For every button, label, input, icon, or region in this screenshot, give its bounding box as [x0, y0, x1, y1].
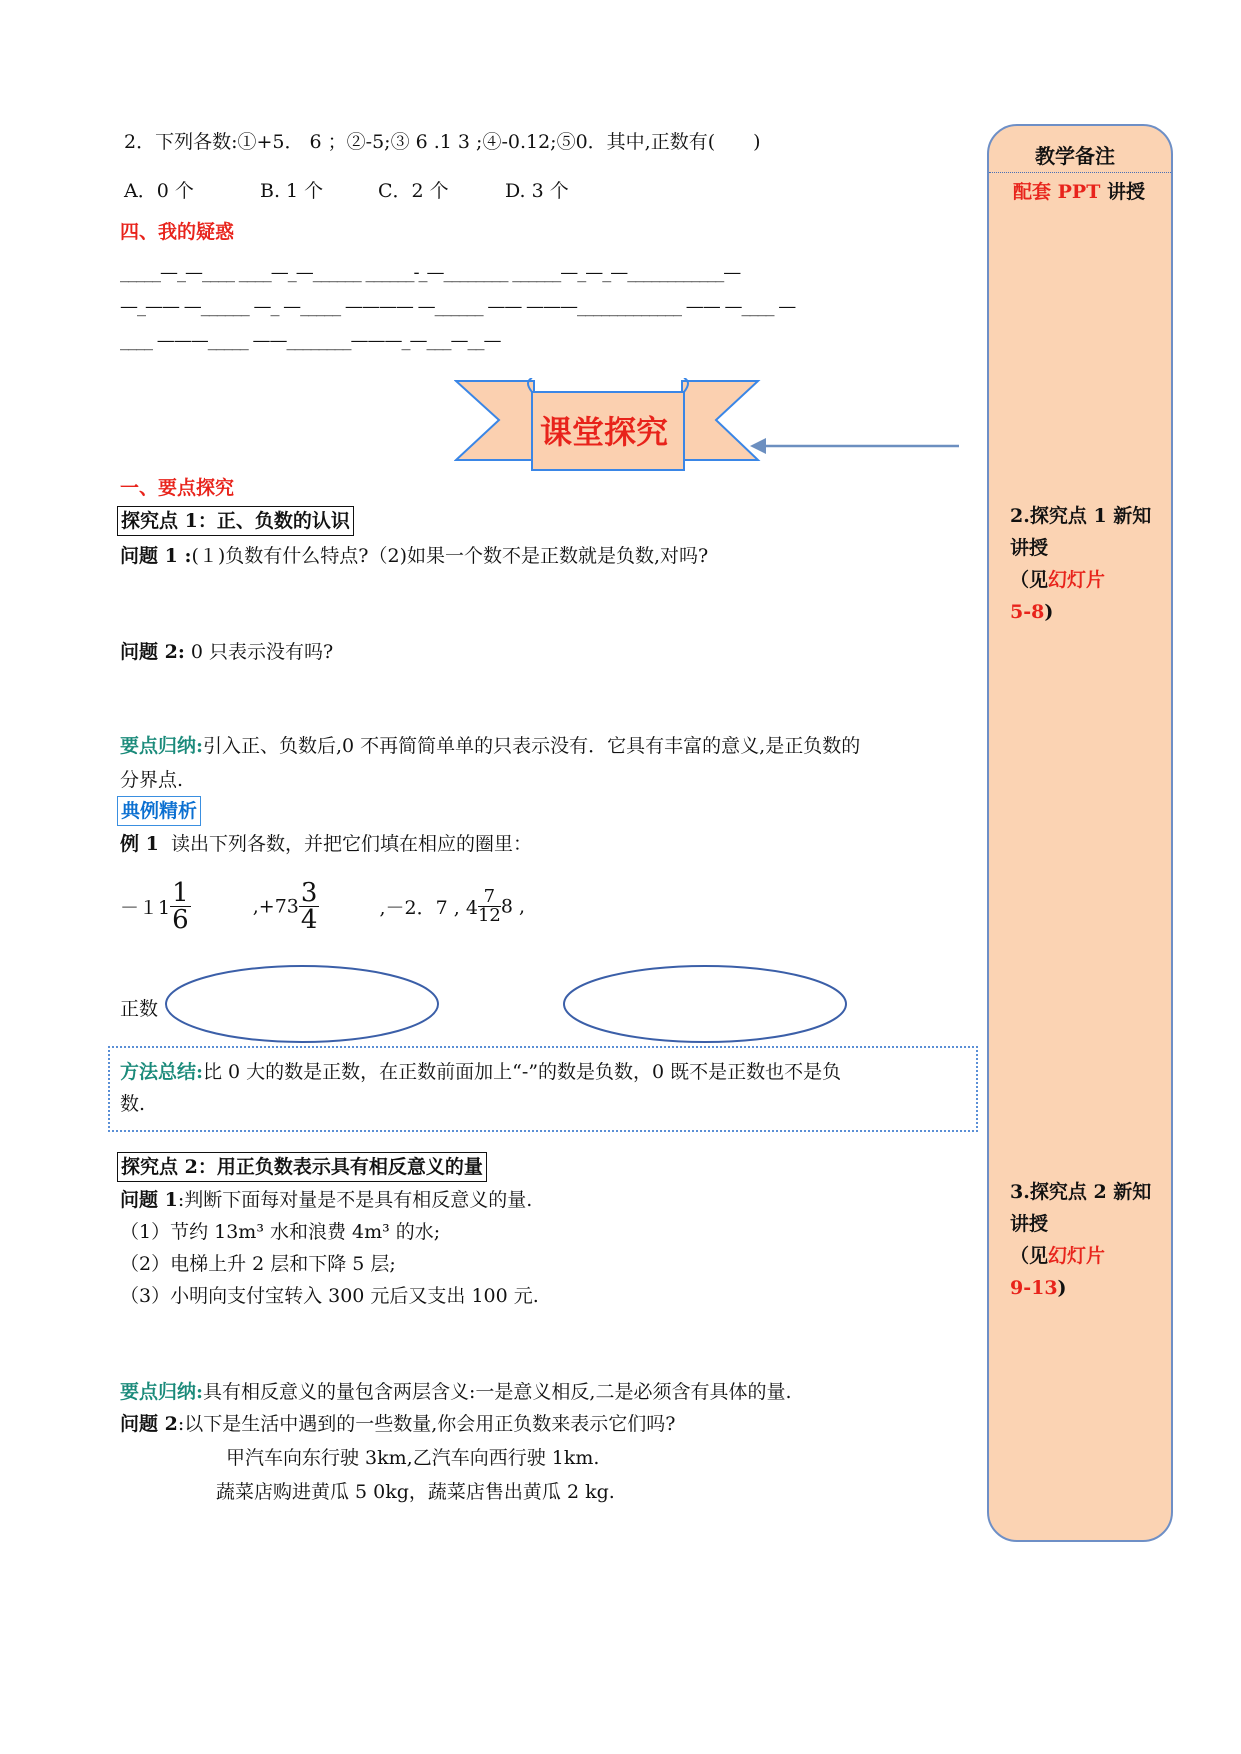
point-2-question-1: 问题 1:判断下面每对量是不是具有相反意义的量. [120, 1189, 533, 1211]
negative-circle [562, 962, 852, 1046]
point-1-question-2: 问题 2: 0 只表示没有吗? [120, 641, 334, 663]
example-tag: 典例精析 [117, 796, 201, 826]
section-1-heading: 一、要点探究 [120, 477, 235, 499]
point-1-title: 探究点 1：正、负数的认识 [117, 506, 354, 536]
teaching-notes-sidebar [987, 124, 1173, 1542]
option-c: C．2 个 [378, 180, 449, 202]
point-2-title: 探究点 2：用正负数表示具有相反意义的量 [117, 1152, 487, 1182]
point-2-item-2: （2）电梯上升 2 层和下降 5 层; [120, 1253, 396, 1275]
sidebar-ppt-note: 配套 PPT 讲授 [1013, 181, 1145, 203]
positive-circle [164, 962, 444, 1046]
method-summary: 方法总结:比 0 大的数是正数，在正数前面加上“-”的数是负数，0 既不是正数也不是负 [120, 1061, 842, 1083]
point-2-question-2: 问题 2:以下是生活中遇到的一些数量,你会用正负数来表示它们吗? [120, 1413, 676, 1435]
option-a: A．0 个 [124, 180, 194, 202]
point-1-summary-cont: 分界点. [120, 769, 184, 791]
point-2-line-1: 甲汽车向东行驶 3km,乙汽车向西行驶 1km. [226, 1447, 600, 1469]
sidebar-divider [989, 172, 1171, 173]
sidebar-note-1: 2.探究点 1 新知讲授 （见幻灯片 5-8) [1010, 505, 1152, 623]
sidebar-title: 教学备注 [1035, 144, 1115, 168]
point-2-item-3: （3）小明向支付宝转入 300 元后又支出 100 元. [120, 1285, 539, 1307]
option-d: D. 3 个 [505, 180, 569, 202]
question-2-text: 2．下列各数:①+5． 6 ；②-5;③ 6 .1 3 ;④-0.12;⑤0．其中,正数有( ) [124, 131, 761, 153]
sidebar-note-2: 3.探究点 2 新知讲授 （见幻灯片 9-13) [1010, 1181, 1152, 1299]
method-summary-cont: 数. [120, 1093, 146, 1115]
point-2-summary: 要点归纳:具有相反意义的量包含两层含义:一是意义相反,二是必须含有具体的量. [120, 1381, 792, 1403]
example-numbers: －１1 $\frac{1}{6}$ ,+73 $\frac{3}{4}$ ,－2．7 , 4 $\frac{7}{12}$ 8 , [120, 878, 526, 935]
point-2-line-2: 蔬菜店购进黄瓜 5 0kg，蔬菜店售出黄瓜 2 kg. [216, 1481, 615, 1503]
point-1-summary: 要点归纳:引入正、负数后,0 不再简简单单的只表示没有．它具有丰富的意义,是正负数的 [120, 735, 861, 757]
doubt-line-1: _____—_—____ ____—_—______ ______-_—________ ______—_—_—____________— [120, 262, 741, 283]
positive-label: 正数 [120, 998, 159, 1020]
doubt-line-2: —_—— —______ —_ —_____ ———— —______ —— ———_____________ —— —____ — [120, 296, 796, 317]
classroom-banner [454, 378, 964, 478]
example-1-text: 例 1 读出下列各数，并把它们填在相应的圈里： [120, 833, 532, 855]
doubt-line-3: ____ ———_____ ——________———_—___—__— [120, 330, 501, 351]
option-b: B. 1 个 [260, 180, 324, 202]
banner-title: 课堂探究 [540, 413, 669, 451]
point-2-item-1: （1）节约 13m³ 水和浪费 4m³ 的水; [120, 1221, 441, 1243]
point-1-question-1: 问题 1 :(１)负数有什么特点?（2)如果一个数不是正数就是负数,对吗? [120, 545, 709, 567]
doubts-heading: 四、我的疑惑 [120, 221, 235, 243]
